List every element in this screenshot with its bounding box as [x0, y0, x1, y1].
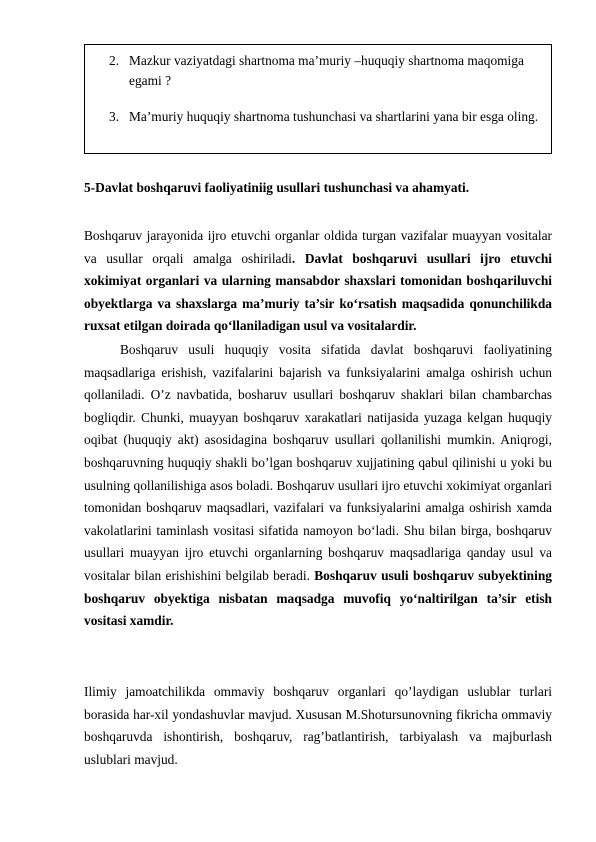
question-number: 3.: [109, 109, 120, 124]
paragraph-1-bold-text: . Davlat boshqaruvi usullari ijro etuvchi xokimiyat organlari va ularning mansabdor shaxslari tomonidan boshqariluvchi obyektlarga va shaxslarga ma’muriy ta’sir ko‘rsatish maqsadida qonunchilikda ruxsat etilgan doirada qo‘llaniladigan usul va vositalardir.: [84, 250, 552, 334]
paragraph-2-bold-text: Boshqaruv usuli boshqaruv subyektining boshqaruv obyektiga nisbatan maqsadga muvofiq yo‘naltirilgan ta’sir etish vositasi xamdir.: [84, 567, 552, 629]
paragraph-1: [84, 225, 552, 338]
paragraph-2-text: Boshqaruv usuli huquqiy vosita sifatida davlat boshqaruvi faoliyatining maqsadlariga erishish, vazifalarini bajarish va funksiyalarini amalga oshirish uchun qollaniladi. O’z navbatida, bosharuv usullari boshqaruv shaklari bilan chambarchas bogliqdir. Chunki, muayyan boshqaruv xarakatlari natijasida yuzaga kelgan huquqiy oqibat (huquqiy akt) asosidagina boshqaruv usullari qollanilishi mumkin. Aniqrogi, boshqaruvning huquqiy shakli bo’lgan boshqaruv xujjatining qabul qilinishi u yoki bu usulning qollanilishiga asos boladi. Boshqaruv usullari ijro etuvchi xokimiyat organlari tomonidan boshqaruv maqsadlari, vazifalari va funksiyalarini amalga oshirish xamda vakolatlarini taminlash vositasi sifatida namoyon bo‘ladi. Shu bilan birga, boshqaruv usullari muayyan ijro etuvchi organlarning boshqaruv maqsadlariga qanday usul va vositalar bilan erishishini belgilab beradi.: [84, 342, 552, 583]
section-heading: 5-Davlat boshqaruvi faoliyatiniig usullari tushunchasi va ahamyati.: [84, 180, 470, 195]
question-item: [109, 107, 547, 127]
paragraph-2: [84, 339, 552, 633]
paragraph-3: Ilimiy jamoatchilikda ommaviy boshqaruv organlari qo’laydigan uslublar turlari borasida har-xil yondashuvlar mavjud. Xususan M.Shotursunovning fikricha ommaviy boshqaruvda ishontirish, boshqaruv, rag’batlantirish, tarbiyalash va majburlash uslublari mavjud.: [84, 684, 552, 767]
question-text: Ma’muriy huquqiy shartnoma tushunchasi va shartlarini yana bir esga oling.: [129, 109, 539, 124]
questions-box: [84, 44, 552, 154]
question-text: Mazkur vaziyatdagi shartnoma ma’muriy –huquqiy shartnoma maqomiga egami ?: [129, 53, 524, 88]
paragraph-1-text: Boshqaruv jarayonida ijro etuvchi organlar oldida turgan vazifalar muayyan vositalar va usullar orqali amalga oshiriladi: [84, 228, 552, 266]
question-number: 2.: [109, 53, 120, 68]
question-item: [109, 51, 547, 91]
